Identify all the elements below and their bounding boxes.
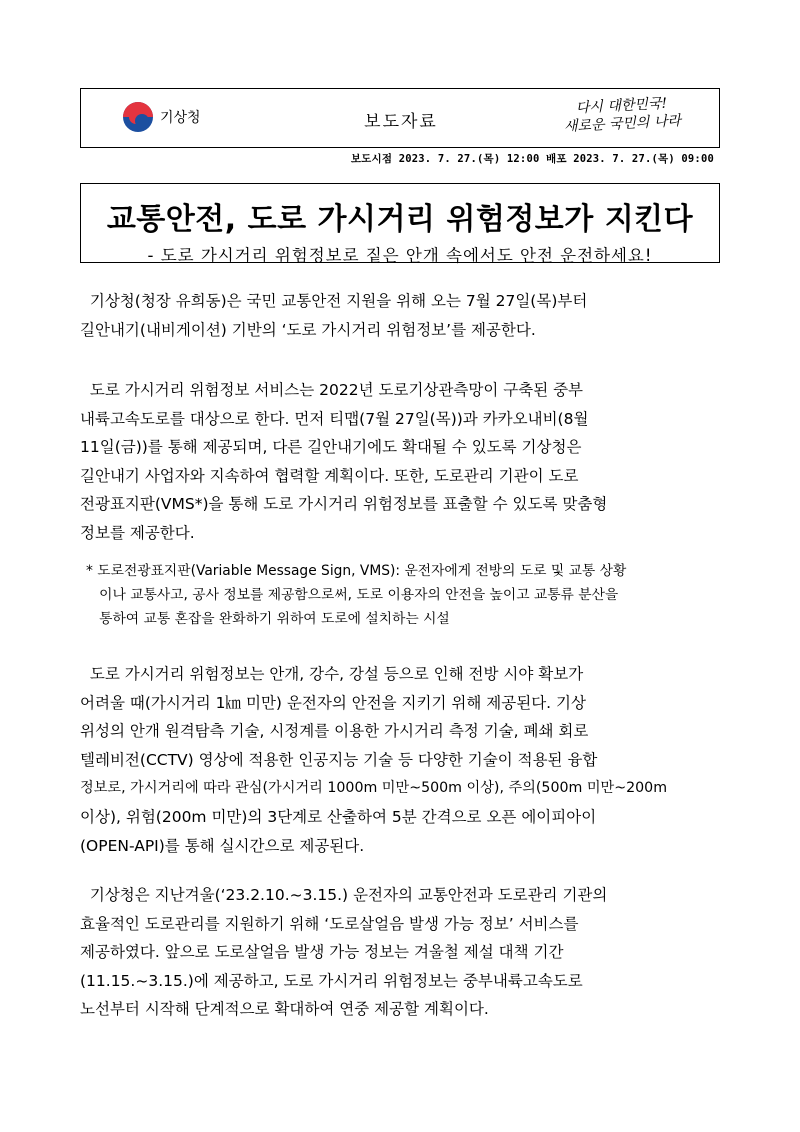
paragraph-line: 기상청(청장 유희동)은 국민 교통안전 지원을 위해 오는 7월 27일(목)부터 — [80, 292, 588, 310]
org-name: 기상청 — [160, 109, 201, 125]
footnote-line: 이나 교통사고, 공사 정보를 제공함으로써, 도로 이용자의 안전을 높이고 교통류 분산을 — [86, 587, 619, 603]
page-title: 교통안전, 도로 가시거리 위험정보가 지킨다 — [106, 202, 694, 237]
paragraph-line: 도로 가시거리 위험정보는 안개, 강수, 강설 등으로 인해 전방 시야 확보가 — [80, 665, 584, 683]
paragraph-line: 전광표지판(VMS*)을 통해 도로 가시거리 위험정보를 표출할 수 있도록 맞춤형 — [80, 495, 608, 514]
paragraph-3 — [80, 660, 720, 860]
paragraph-line: 정보를 제공한다. — [80, 523, 195, 542]
paragraph-line: 11일(금))를 통해 제공되며, 다른 길안내기에도 확대될 수 있도록 기상청은 — [80, 438, 582, 457]
paragraph-4 — [80, 881, 720, 1024]
paragraph-line: 내륙고속도로를 대상으로 한다. 먼저 티맵(7월 27일(목))과 카카오내비(8월 — [80, 409, 589, 428]
press-release-header — [80, 88, 720, 148]
doc-type-label: 보도자료 — [364, 112, 438, 132]
footnote-line: * 도로전광표지판(Variable Message Sign, VMS): 운전자에게 전방의 도로 및 교통 상황 — [86, 563, 627, 579]
paragraph-line: 이상), 위험(200m 미만)의 3단계로 산출하여 5분 간격으로 오픈 에이피아이 — [80, 807, 597, 826]
page-subtitle: - 도로 가시거리 위험정보로 짙은 안개 속에서도 안전 운전하세요! — [147, 246, 653, 265]
paragraph-line: 제공하였다. 앞으로 도로살얼음 발생 가능 정보는 겨울철 제설 대책 기간 — [80, 943, 564, 962]
paragraph-2 — [80, 376, 720, 548]
paragraph-line: 길안내기(내비게이션) 기반의 ‘도로 가시거리 위험정보’를 제공한다. — [80, 320, 536, 339]
paragraph-1 — [80, 287, 720, 344]
footnote-line: 통하여 교통 혼잡을 완화하기 위하여 도로에 설치하는 시설 — [86, 611, 450, 627]
paragraph-line: 효율적인 도로관리를 지원하기 위해 ‘도로살얼음 발생 가능 정보’ 서비스를 — [80, 914, 579, 933]
paragraph-line: 기상청은 지난겨울(‘23.2.10.~3.15.) 운전자의 교통안전과 도로관리 기관의 — [80, 886, 608, 904]
slogan-line-1: 다시 대한민국! — [575, 95, 668, 117]
title-box — [80, 183, 720, 263]
slogan-line-2: 새로운 국민의 나라 — [563, 112, 682, 136]
paragraph-line: 길안내기 사업자와 지속하여 협력할 계획이다. 또한, 도로관리 기관이 도로 — [80, 466, 579, 485]
footnote — [86, 559, 720, 631]
paragraph-line: 텔레비전(CCTV) 영상에 적용한 인공지능 기술 등 다양한 기술이 적용된 융합 — [80, 750, 598, 769]
paragraph-line: (11.15.~3.15.)에 제공하고, 도로 가시거리 위험정보는 중부내륙고속도로 — [80, 971, 583, 990]
paragraph-line: 어려울 때(가시거리 1㎞ 미만) 운전자의 안전을 지키기 위해 제공된다. 기상 — [80, 693, 586, 712]
paragraph-line: 도로 가시거리 위험정보 서비스는 2022년 도로기상관측망이 구축된 중부 — [80, 381, 584, 399]
paragraph-line: (OPEN-API)를 통해 실시간으로 제공된다. — [80, 836, 365, 855]
paragraph-line: 노선부터 시작해 단계적으로 확대하여 연중 제공할 계획이다. — [80, 1000, 489, 1019]
paragraph-line: 정보로, 가시거리에 따라 관심(가시거리 1000m 미만~500m 이상), 주의(500m 미만~200m — [80, 780, 668, 797]
paragraph-line: 위성의 안개 원격탐측 기술, 시정계를 이용한 가시거리 측정 기술, 폐쇄 회로 — [80, 722, 589, 741]
release-info: 보도시점 2023. 7. 27.(목) 12:00 배포 2023. 7. 27.(목) 09:00 — [350, 153, 714, 165]
